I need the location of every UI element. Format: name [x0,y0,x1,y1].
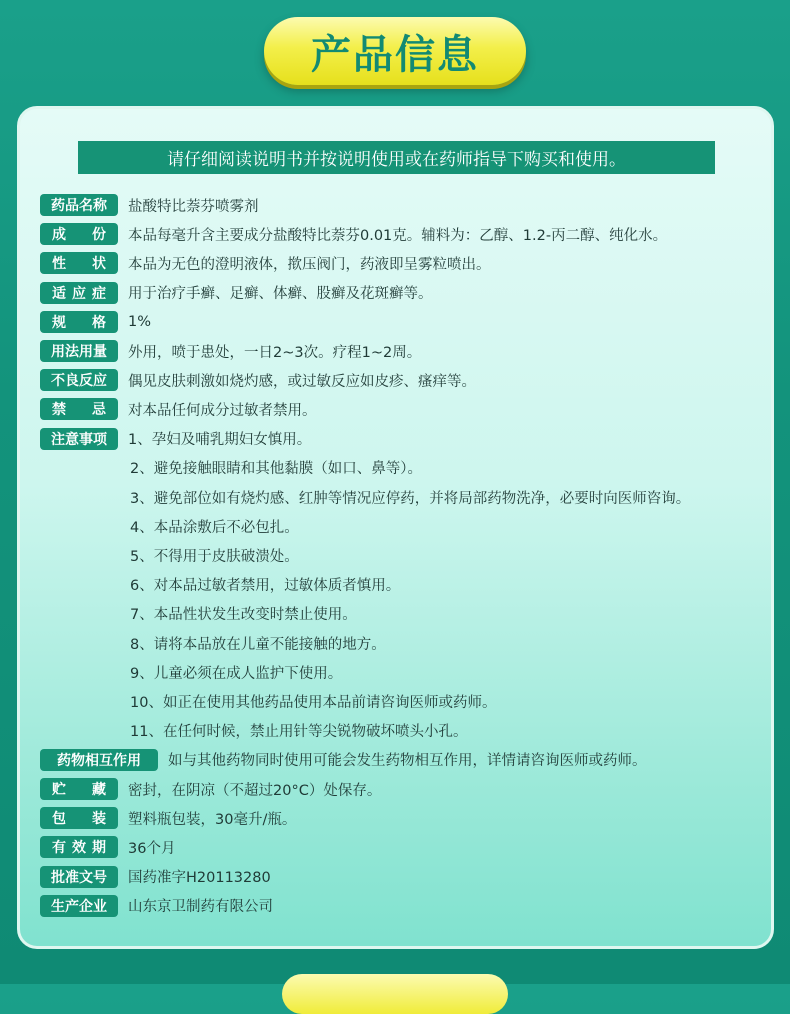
field-label-text: 药物相互作用 [57,752,141,769]
field-label-text: 注意事项 [51,431,107,448]
field-value: 山东京卫制药有限公司 [128,899,273,916]
field-label-text: 效 [72,840,86,857]
field-value: 本品每毫升含主要成分盐酸特比萘芬0.01克。辅料为：乙醇、1.2-丙二醇、纯化水。 [128,227,668,244]
info-row [40,895,273,917]
field-label [40,194,118,216]
field-value: 塑料瓶包装，30毫升/瓶。 [128,811,297,828]
field-label-text: 份 [92,227,106,244]
field-label [40,369,118,391]
info-row [40,252,491,274]
field-value: 如与其他药物同时使用可能会发生药物相互作用，详情请咨询医师或药师。 [168,753,647,770]
field-label [40,311,118,333]
field-value: 36个月 [128,840,176,857]
caution-note: 7、本品性状发生改变时禁止使用。 [130,607,357,624]
info-row [40,807,296,829]
info-row [40,778,381,800]
field-value: 国药准字H20113280 [128,870,271,887]
field-label-text: 应 [72,285,86,302]
field-value: 对本品任何成分过敏者禁用。 [128,402,317,419]
info-row [40,866,271,888]
field-label-text: 成 [52,227,66,244]
field-label [40,252,118,274]
caution-note: 2、避免接触眼睛和其他黏膜（如口、鼻等）。 [130,461,422,478]
caution-note: 10、如正在使用其他药品使用本品前请咨询医师或药师。 [130,694,497,711]
info-row [40,311,151,333]
field-label-text: 适 [52,285,66,302]
field-label [40,807,118,829]
field-label [40,749,158,771]
field-value: 本品为无色的澄明液体，揿压阀门，药液即呈雾粒喷出。 [128,256,491,273]
field-label-text: 格 [92,314,106,331]
field-label-text: 药品名称 [51,198,107,214]
field-label [40,895,118,917]
field-value: 1、孕妇及哺乳期妇女慎用。 [128,432,312,449]
field-value: 1% [128,313,152,330]
info-row [40,428,311,450]
info-row [40,369,476,391]
field-value: 偶见皮肤刺激如烧灼感，或过敏反应如皮疹、瘙痒等。 [128,373,476,390]
field-label-text: 不良反应 [51,373,107,390]
info-row [40,340,421,362]
caution-note: 8、请将本品放在儿童不能接触的地方。 [130,636,386,653]
field-value: 外用，喷于患处，一日2~3次。疗程1~2周。 [128,344,422,361]
field-label-text: 禁 [52,402,66,419]
notice-bar: 请仔细阅读说明书并按说明使用或在药师指导下购买和使用。 [78,141,715,174]
field-label-text: 规 [52,314,66,331]
caution-note: 9、儿童必须在成人监护下使用。 [130,665,343,682]
info-row [40,749,647,771]
field-label [40,223,118,245]
info-row [40,836,175,858]
field-value: 用于治疗手癣、足癣、体癣、股癣及花斑癣等。 [128,286,433,303]
field-label-text: 用法用量 [51,344,107,360]
field-label [40,836,118,858]
info-row [40,282,433,304]
field-label [40,282,118,304]
caution-note: 6、对本品过敏者禁用，过敏体质者慎用。 [130,578,401,595]
field-label [40,398,118,420]
page-title: 产品信息 [311,31,479,78]
field-label-text: 批准文号 [51,869,107,886]
field-label-text: 生产企业 [51,898,107,915]
field-label [40,340,118,362]
field-label-text: 包 [52,811,66,828]
field-label-text: 贮 [52,782,66,798]
field-value: 密封，在阴凉（不超过20°C）处保存。 [128,782,382,799]
field-label-text: 性 [52,256,66,273]
field-value: 盐酸特比萘芬喷雾剂 [128,198,259,215]
field-label-text: 装 [92,811,106,828]
title-banner [264,17,526,85]
info-row [40,223,667,245]
field-label [40,778,118,800]
field-label-text: 状 [92,256,106,273]
field-label-text: 症 [92,285,106,302]
field-label [40,428,118,450]
next-section-banner [282,974,508,1014]
info-row [40,194,259,216]
caution-note: 3、避免部位如有烧灼感、红肿等情况应停药，并将局部药物洗净，必要时向医师咨询。 [130,490,691,507]
field-label-text: 有 [52,840,66,857]
field-label-text: 藏 [92,782,106,798]
caution-note: 4、本品涂敷后不必包扎。 [130,519,299,536]
field-label-text: 忌 [92,402,106,419]
caution-note: 5、不得用于皮肤破溃处。 [130,548,299,565]
field-label [40,866,118,888]
caution-note: 11、在任何时候，禁止用针等尖锐物破坏喷头小孔。 [130,724,468,741]
field-label-text: 期 [92,840,106,857]
info-row [40,398,317,420]
